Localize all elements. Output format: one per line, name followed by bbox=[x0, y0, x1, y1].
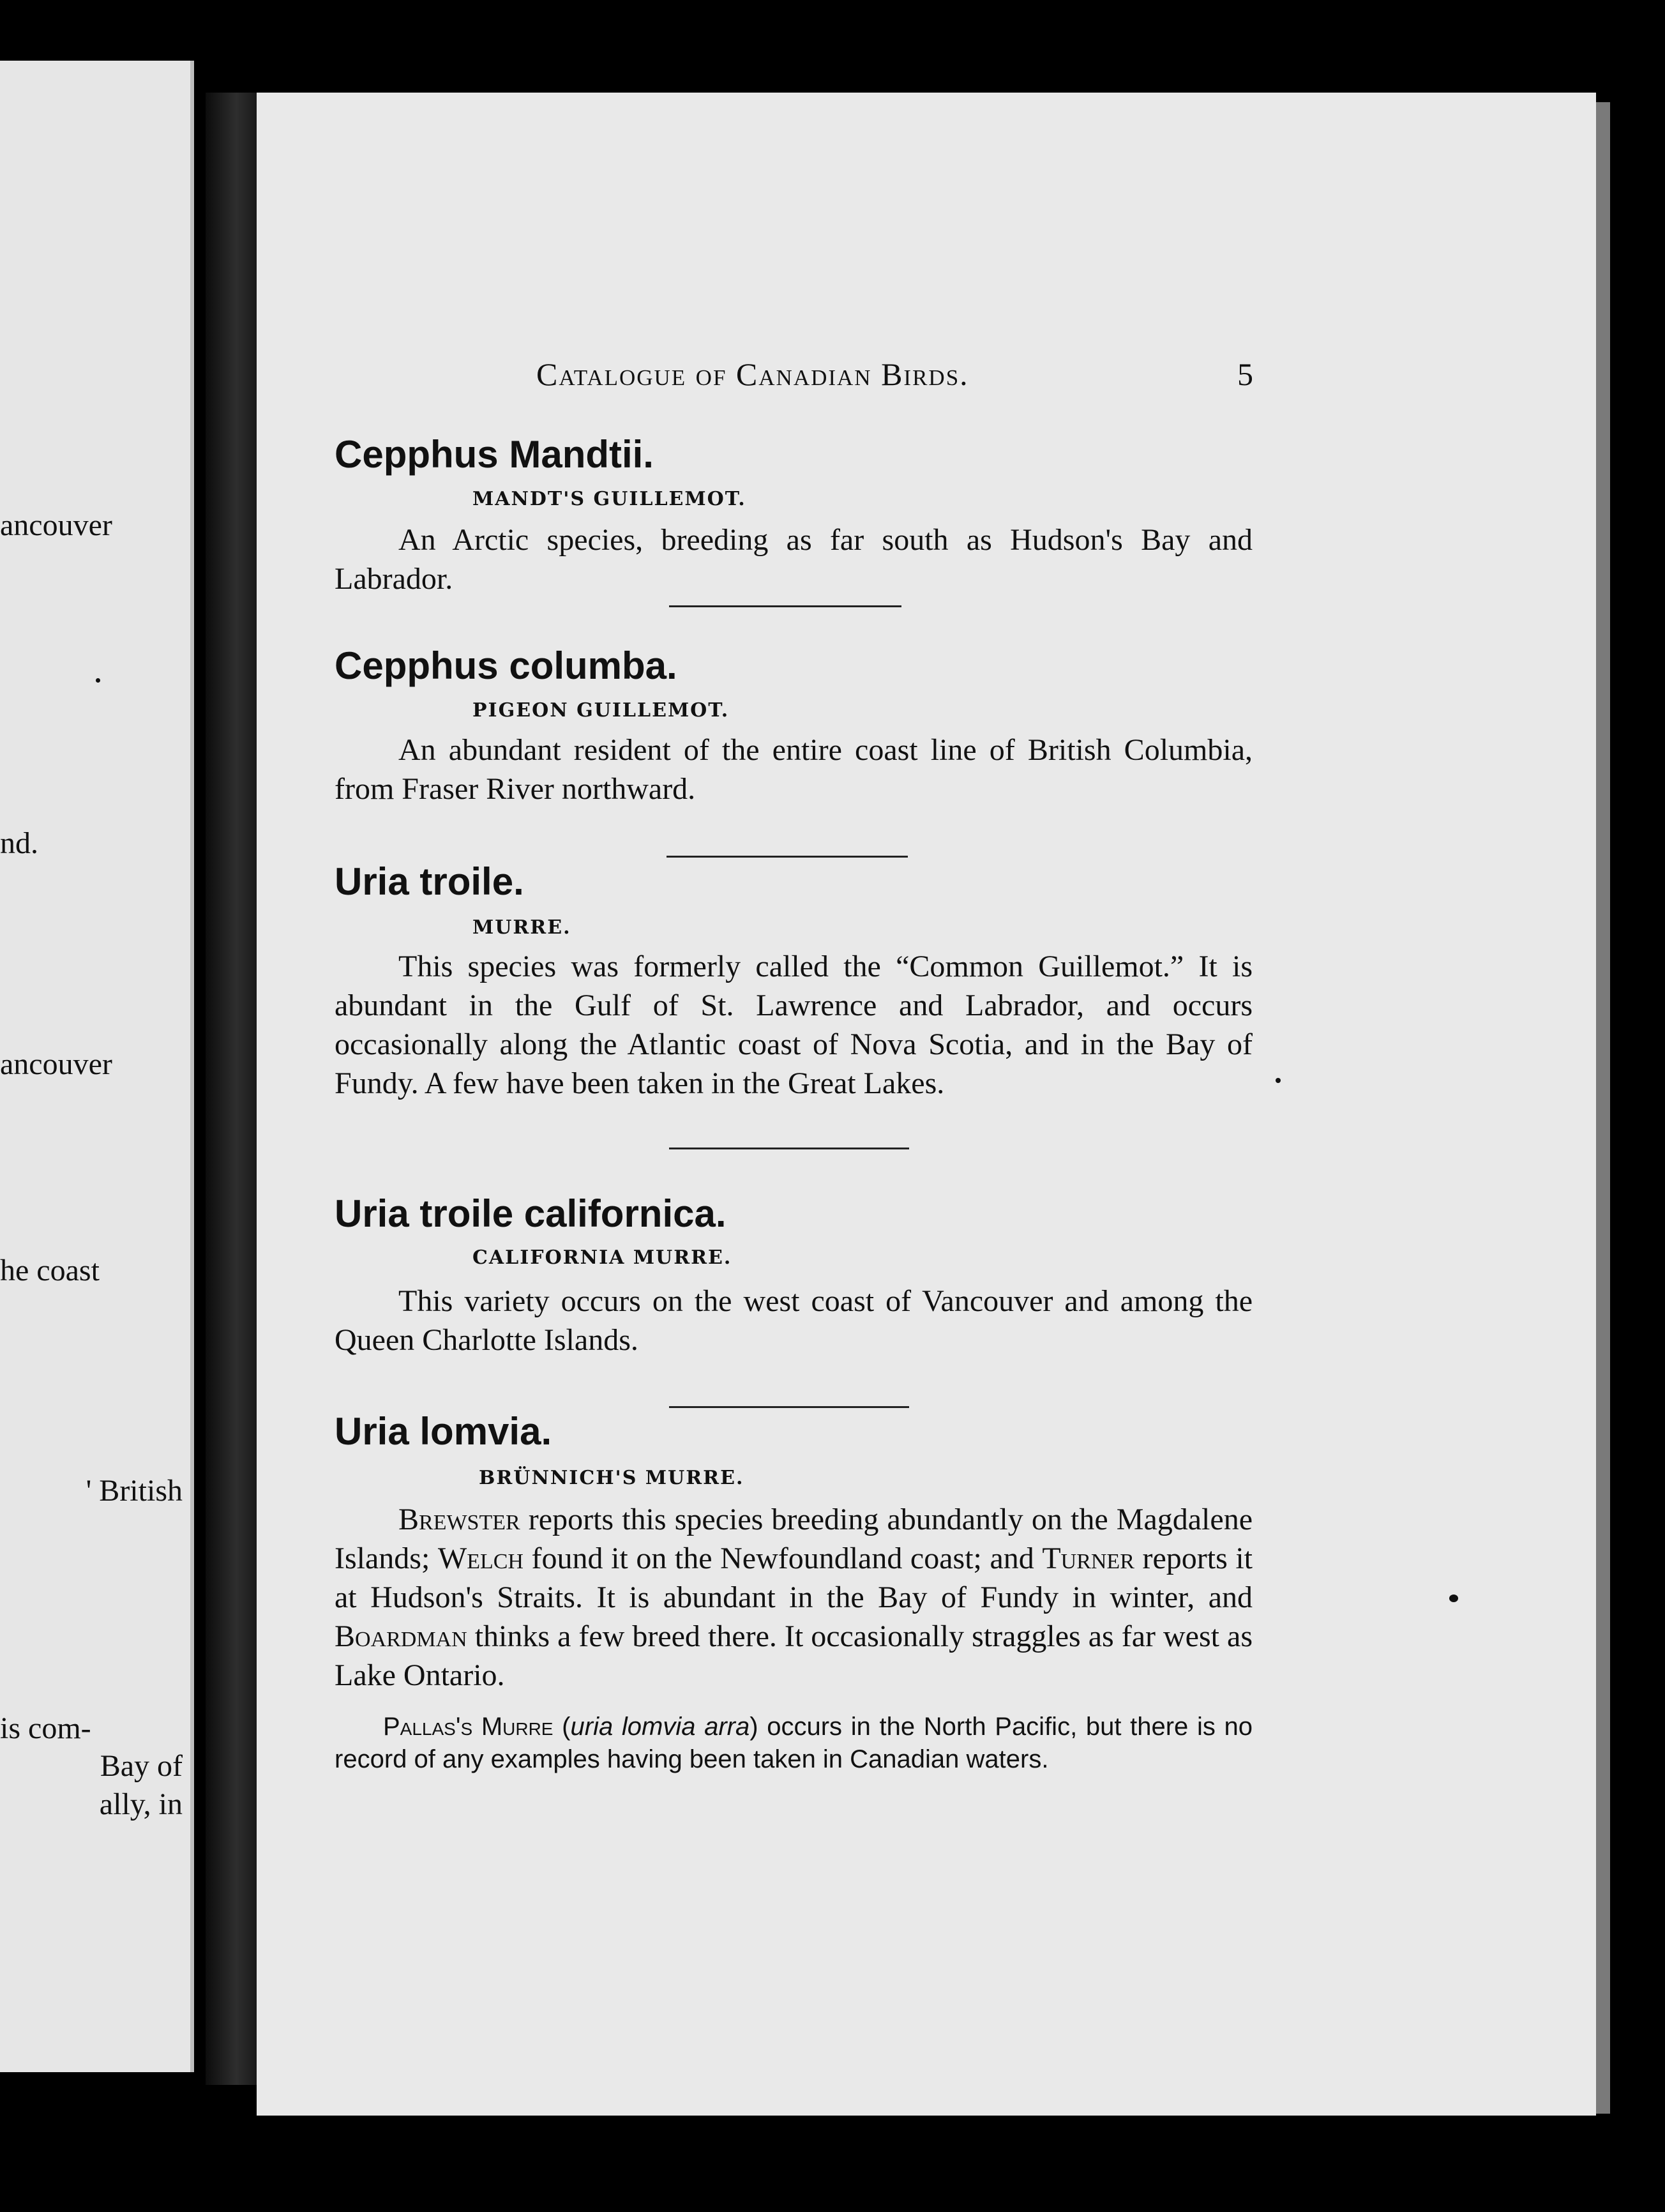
species-description: An Arctic species, breeding as far south as Hudson's Bay and Labrador. bbox=[335, 523, 1253, 596]
footnote bbox=[335, 1711, 1253, 1776]
section-divider bbox=[669, 1406, 909, 1408]
species-name: Uria troile. bbox=[335, 860, 524, 903]
species-common-name: MANDT'S GUILLEMOT. bbox=[472, 488, 746, 510]
footnote-text: ( bbox=[553, 1713, 571, 1741]
section-divider bbox=[669, 1148, 909, 1149]
author-name: Brewster bbox=[398, 1503, 520, 1536]
page-number: 5 bbox=[1237, 356, 1253, 392]
left-line-7: Bay of bbox=[100, 1749, 183, 1783]
left-line-3: ancouver bbox=[0, 1047, 112, 1081]
description-text: found it on the Newfoundland coast; and bbox=[523, 1542, 1043, 1575]
species-common-name: PIGEON GUILLEMOT. bbox=[472, 699, 730, 722]
scientific-name: uria lomvia arra bbox=[570, 1713, 750, 1741]
species-common-name: MURRE. bbox=[472, 916, 571, 939]
species-name: Cepphus Mandtii. bbox=[335, 433, 654, 476]
scan-speck bbox=[96, 678, 100, 683]
page-edge bbox=[1596, 102, 1610, 2114]
description-text: reports this species breeding abundantly on the Magdalene Islands; bbox=[335, 1503, 1253, 1575]
related-species-name: Pallas's Murre bbox=[383, 1713, 554, 1741]
scan-speck bbox=[1449, 1595, 1458, 1602]
left-line-2: nd. bbox=[0, 826, 38, 860]
author-name: Turner bbox=[1042, 1542, 1134, 1575]
book-gutter bbox=[206, 93, 257, 2085]
author-name: Welch bbox=[437, 1542, 524, 1575]
running-title: Catalogue of Canadian Birds. bbox=[536, 356, 969, 392]
author-name: Boardman bbox=[335, 1619, 467, 1653]
previous-page-fragment bbox=[0, 61, 194, 2072]
species-name: Uria troile californica. bbox=[335, 1192, 727, 1235]
page bbox=[257, 93, 1596, 2116]
species-common-name: BRÜNNICH'S MURRE. bbox=[479, 1467, 744, 1489]
description-text: reports it at Hudson's Straits. It is abundant in the Bay of Fundy in winter, and bbox=[335, 1542, 1253, 1614]
species-description: This variety occurs on the west coast of Vancouver and among the Queen Charlotte Islands. bbox=[335, 1284, 1253, 1357]
footnote-text: ) occurs in the North Pacific, but there is no record of any examples having been taken in Canadian waters. bbox=[335, 1713, 1253, 1773]
species-description: An abundant resident of the entire coast line of British Columbia, from Fraser River northward. bbox=[335, 733, 1253, 806]
section-divider bbox=[669, 605, 901, 607]
species-common-name: CALIFORNIA MURRE. bbox=[472, 1246, 732, 1269]
species-description bbox=[335, 1500, 1253, 1695]
section-divider bbox=[667, 856, 908, 858]
left-line-5: ' British bbox=[86, 1474, 183, 1508]
scan-speck bbox=[1276, 1078, 1281, 1083]
description-text: thinks a few breed there. It occasionally straggles as far west as Lake Ontario. bbox=[335, 1619, 1253, 1692]
left-line-6: is com- bbox=[0, 1711, 91, 1745]
left-line-8: ally, in bbox=[99, 1787, 183, 1821]
left-line-1: ancouver bbox=[0, 508, 112, 542]
species-description: This species was formerly called the “Common Guillemot.” It is abundant in the Gulf of St. Lawrence and Labrador, and occurs occasionally along the Atlantic coast of Nova Scotia, and in the Bay of Fundy. A few have been taken in the Great Lakes. bbox=[335, 950, 1253, 1100]
species-name: Uria lomvia. bbox=[335, 1410, 552, 1453]
left-line-4: he coast bbox=[0, 1254, 100, 1287]
species-name: Cepphus columba. bbox=[335, 644, 677, 687]
